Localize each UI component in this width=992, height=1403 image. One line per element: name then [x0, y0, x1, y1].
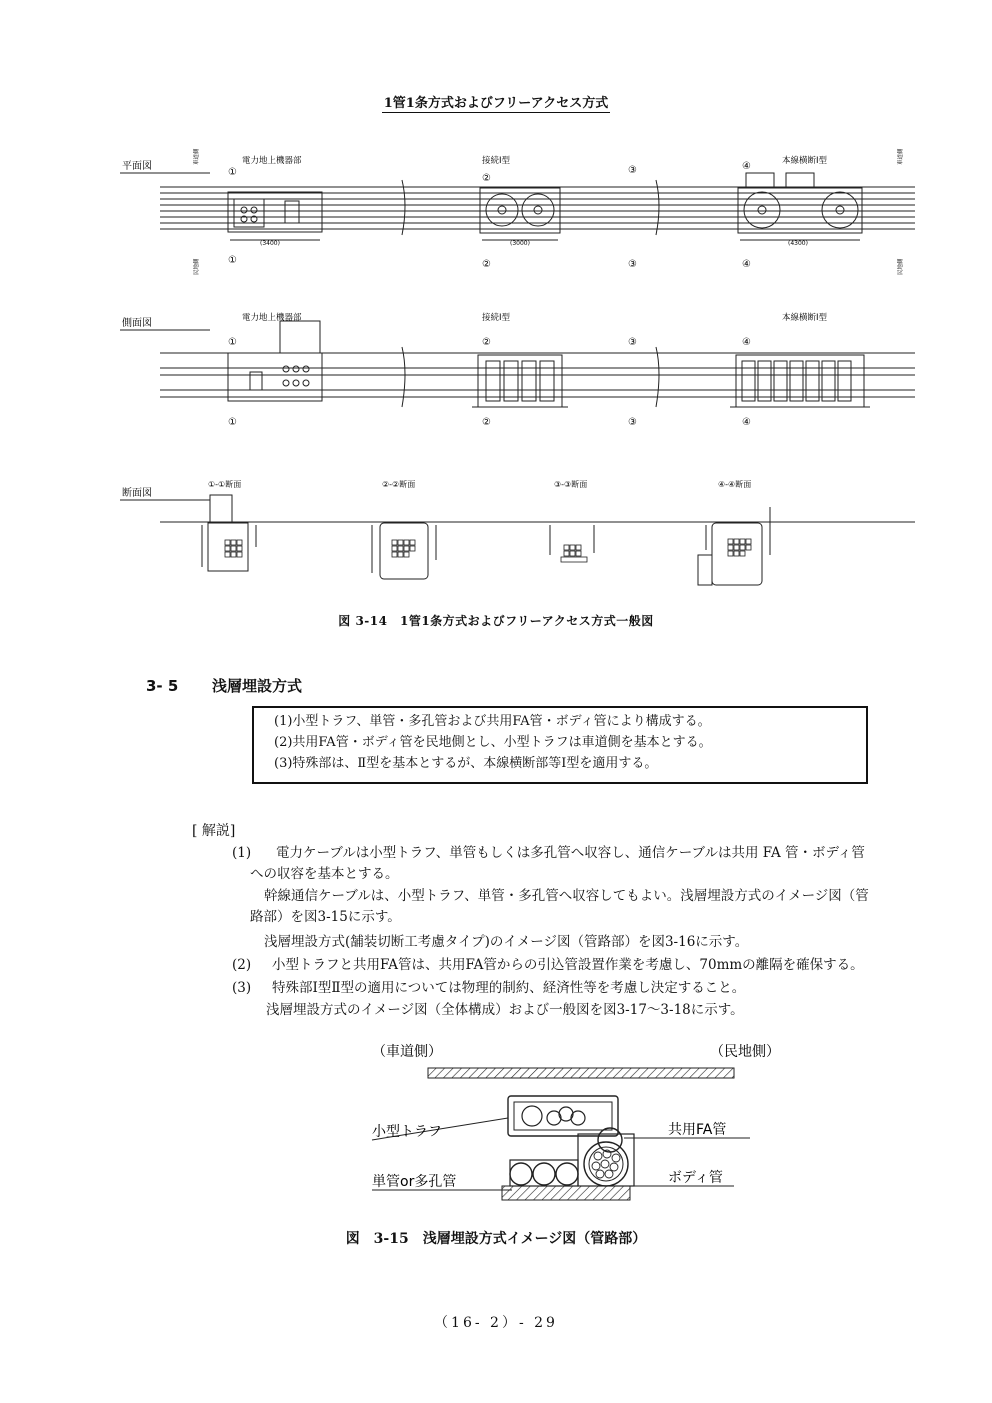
- dim-3400: (3400): [260, 240, 280, 247]
- marker-4-plan-top: ④: [742, 161, 751, 172]
- figure1-caption: 図 3-14 1管1条方式およびフリーアクセス方式一般図: [338, 614, 654, 628]
- marker-1-side-top: ①: [228, 337, 237, 348]
- section-4-label: ④-④断面: [718, 480, 752, 489]
- fig2-shared-fa-label: 共用FA管: [668, 1122, 727, 1138]
- plan-crossing-label: 本線横断Ⅰ型: [782, 156, 828, 166]
- figure1-drawing: [110, 135, 920, 605]
- marker-1-side-bottom: ①: [228, 417, 237, 428]
- commentary-2-line-2: 路部）を図3-15に示す。: [250, 909, 401, 925]
- plan-view-label: 平面図: [122, 161, 152, 172]
- plan-road-side-label-right: 車道側: [898, 148, 904, 165]
- summary-box: [252, 706, 868, 784]
- side-crossing-label: 本線横断Ⅰ型: [782, 313, 828, 323]
- section-title: 浅層埋設方式: [212, 677, 303, 695]
- commentary-marker-1: (1): [232, 845, 252, 861]
- plan-junction-label: 接続Ⅰ型: [482, 156, 511, 166]
- commentary-label: [ 解説]: [192, 823, 236, 839]
- marker-2-side-top: ②: [482, 337, 491, 348]
- fig2-road-side-label: （車道側）: [372, 1044, 442, 1060]
- marker-4-side-bottom: ④: [742, 417, 751, 428]
- marker-4-plan-bottom: ④: [742, 259, 751, 270]
- page-number: （16- 2）- 29: [434, 1315, 558, 1331]
- marker-3-side-bottom: ③: [628, 417, 637, 428]
- marker-1-plan-bottom: ①: [228, 255, 237, 266]
- commentary-6-line-1: 浅層埋設方式のイメージ図（全体構成）および一般図を図3-17～3-18に示す。: [266, 1002, 744, 1018]
- marker-2-plan-top: ②: [482, 173, 491, 184]
- marker-1-plan-top: ①: [228, 167, 237, 178]
- summary-line-3: (3)特殊部は、Ⅱ型を基本とするが、本線横断部等Ⅰ型を適用する。: [274, 756, 658, 771]
- figure1-title: 1管1条方式およびフリーアクセス方式: [383, 96, 609, 111]
- plan-private-side-label: 民地側: [194, 258, 200, 275]
- marker-2-plan-bottom: ②: [482, 259, 491, 270]
- section-2-label: ②-②断面: [382, 480, 416, 489]
- fig2-private-side-label: （民地側）: [710, 1044, 780, 1060]
- dim-3000: (3000): [510, 240, 530, 247]
- marker-3-side-top: ③: [628, 337, 637, 348]
- section-heading: [146, 675, 302, 696]
- section-3-label: ③-③断面: [554, 480, 588, 489]
- dim-4300: (4300): [788, 240, 808, 247]
- marker-3-plan-top: ③: [628, 165, 637, 176]
- plan-power-label: 電力地上機器部: [242, 156, 302, 166]
- figure2-diagram: [362, 1040, 780, 1220]
- plan-road-side-label: 車道側: [194, 148, 200, 165]
- section-1-label: ①-①断面: [208, 480, 242, 489]
- commentary-1-line-2: への収容を基本とする。: [250, 866, 399, 882]
- summary-line-2: (2)共用FA管・ボディ管を民地側とし、小型トラフは車道側を基本とする。: [274, 735, 712, 750]
- fig2-body-pipe-label: ボディ管: [668, 1170, 723, 1186]
- marker-4-side-top: ④: [742, 337, 751, 348]
- marker-3-plan-bottom: ③: [628, 259, 637, 270]
- summary-line-1: (1)小型トラフ、単管・多孔管および共用FA管・ボディ管により構成する。: [274, 714, 711, 729]
- side-power-label: 電力地上機器部: [242, 313, 302, 323]
- commentary-marker-3: (3): [232, 980, 252, 996]
- section-number: 3- 5: [146, 677, 179, 695]
- commentary-3-line-1: 浅層埋設方式(舗装切断工考慮タイプ)のイメージ図（管路部）を図3-16に示す。: [264, 934, 749, 950]
- side-junction-label: 接続Ⅰ型: [482, 313, 511, 323]
- commentary-1-line-1: 電力ケーブルは小型トラフ、単管もしくは多孔管へ収容し、通信ケーブルは共用 FA 管・ボディ管: [276, 845, 865, 861]
- section-view-label: 断面図: [122, 488, 152, 499]
- fig2-small-trough-label: 小型トラフ: [372, 1124, 442, 1140]
- figure2-caption: 図 3-15 浅層埋設方式イメージ図（管路部）: [345, 1231, 647, 1247]
- marker-2-side-bottom: ②: [482, 417, 491, 428]
- commentary-marker-2: (2): [232, 957, 252, 973]
- commentary-4-line-1: 小型トラフと共用FA管は、共用FA管からの引込管設置作業を考慮し、70mmの離隔を確保する。: [272, 957, 864, 973]
- side-view-label: 側面図: [122, 318, 152, 329]
- commentary-5-line-1: 特殊部Ⅰ型Ⅱ型の適用については物理的制約、経済性等を考慮し決定すること。: [272, 980, 746, 996]
- commentary-2-line-1: 幹線通信ケーブルは、小型トラフ、単管・多孔管へ収容してもよい。浅層埋設方式のイメージ図（管: [264, 888, 869, 904]
- plan-private-side-label-right: 民地側: [898, 258, 904, 275]
- fig2-single-multi-label: 単管or多孔管: [372, 1174, 457, 1190]
